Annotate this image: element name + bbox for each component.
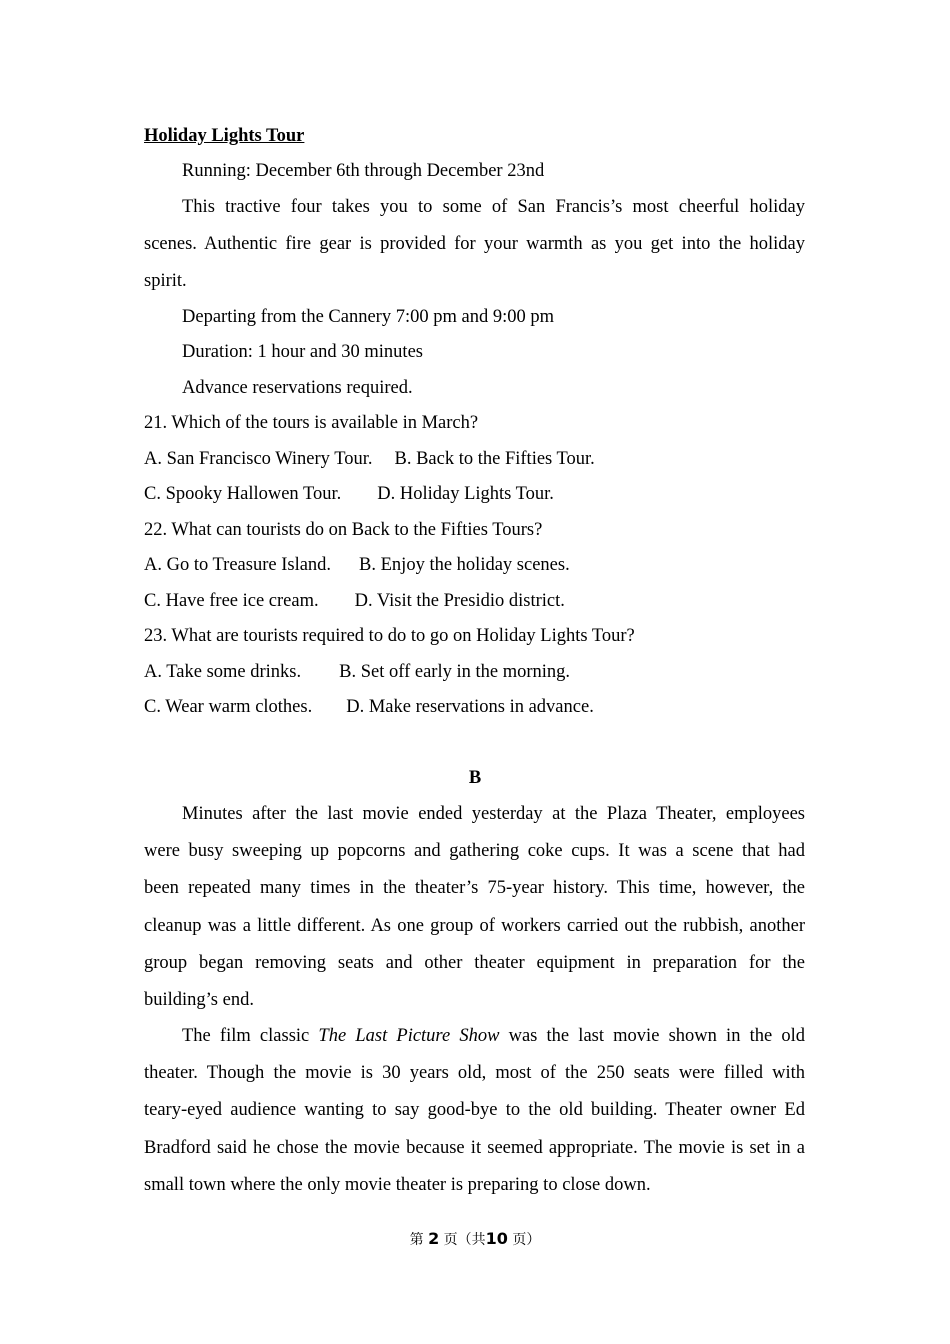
film-title: The Last Picture Show — [318, 1026, 500, 1046]
footer-middle: 页（共 — [443, 1232, 486, 1248]
paragraph-line: building’s end. — [144, 990, 254, 1010]
question-options-row — [144, 591, 565, 612]
option-c: C. Have free ice cream. — [144, 591, 319, 611]
option-d: D. Make reservations in advance. — [346, 697, 594, 717]
text-run: was the last movie shown in the old — [508, 1026, 806, 1046]
tour-desc-line: scenes. Authentic fire gear is provided for your warmth as you get into the holiday — [144, 234, 805, 254]
option-d: D. Visit the Presidio district. — [354, 591, 565, 611]
paragraph-line: Bradford said he chose the movie because it seemed appropriate. The movie is set in a — [144, 1138, 805, 1158]
question-stem: 23. What are tourists required to do to go on Holiday Lights Tour? — [144, 626, 635, 646]
option-a: A. Go to Treasure Island. — [144, 555, 332, 575]
question-options-row — [144, 449, 595, 470]
option-b: B. Enjoy the holiday scenes. — [359, 555, 570, 575]
question-options-row — [144, 697, 594, 718]
option-a: A. Take some drinks. — [144, 662, 302, 682]
question-options-row — [144, 662, 570, 683]
section-label: B — [468, 768, 482, 788]
tour-desc-line: spirit. — [144, 271, 187, 291]
option-b: B. Back to the Fifties Tour. — [394, 449, 595, 469]
option-c: C. Wear warm clothes. — [144, 697, 313, 717]
footer-suffix: 页） — [512, 1232, 541, 1248]
question-options-row — [144, 484, 554, 505]
tour-duration: Duration: 1 hour and 30 minutes — [182, 342, 423, 362]
tour-title: Holiday Lights Tour — [144, 126, 305, 146]
tour-advance: Advance reservations required. — [182, 378, 413, 398]
question-stem: 21. Which of the tours is available in March? — [144, 413, 479, 433]
question-stem: 22. What can tourists do on Back to the Fifties Tours? — [144, 520, 543, 540]
paragraph-line: teary-eyed audience wanting to say good-bye to the old building. Theater owner Ed — [144, 1100, 805, 1120]
tour-departing: Departing from the Cannery 7:00 pm and 9:00 pm — [182, 307, 554, 327]
tour-running: Running: December 6th through December 23nd — [182, 161, 545, 181]
option-d: D. Holiday Lights Tour. — [377, 484, 554, 504]
paragraph-line — [182, 1026, 805, 1047]
paragraph-line: small town where the only movie theater is preparing to close down. — [144, 1175, 651, 1195]
paragraph-line: cleanup was a little different. As one group of workers carried out the rubbish, another — [144, 916, 805, 936]
footer-prefix: 第 — [409, 1232, 424, 1248]
page-footer — [0, 1229, 950, 1249]
question-options-row — [144, 555, 570, 576]
paragraph-line: were busy sweeping up popcorns and gathering coke cups. It was a scene that had — [144, 841, 805, 861]
text-run: The film classic — [182, 1026, 310, 1046]
tour-desc-line: This tractive four takes you to some of San Francis’s most cheerful holiday — [182, 197, 805, 217]
paragraph-line: theater. Though the movie is 30 years old, most of the 250 seats were filled with — [144, 1063, 805, 1083]
page-total: 10 — [485, 1229, 508, 1248]
paragraph-line: been repeated many times in the theater’s 75-year history. This time, however, the — [144, 878, 805, 898]
page-number: 2 — [428, 1229, 440, 1248]
option-b: B. Set off early in the morning. — [339, 662, 571, 682]
paragraph-line: group began removing seats and other theater equipment in preparation for the — [144, 953, 805, 973]
option-c: C. Spooky Hallowen Tour. — [144, 484, 342, 504]
option-a: A. San Francisco Winery Tour. — [144, 449, 373, 469]
paragraph-line: Minutes after the last movie ended yesterday at the Plaza Theater, employees — [182, 804, 805, 824]
